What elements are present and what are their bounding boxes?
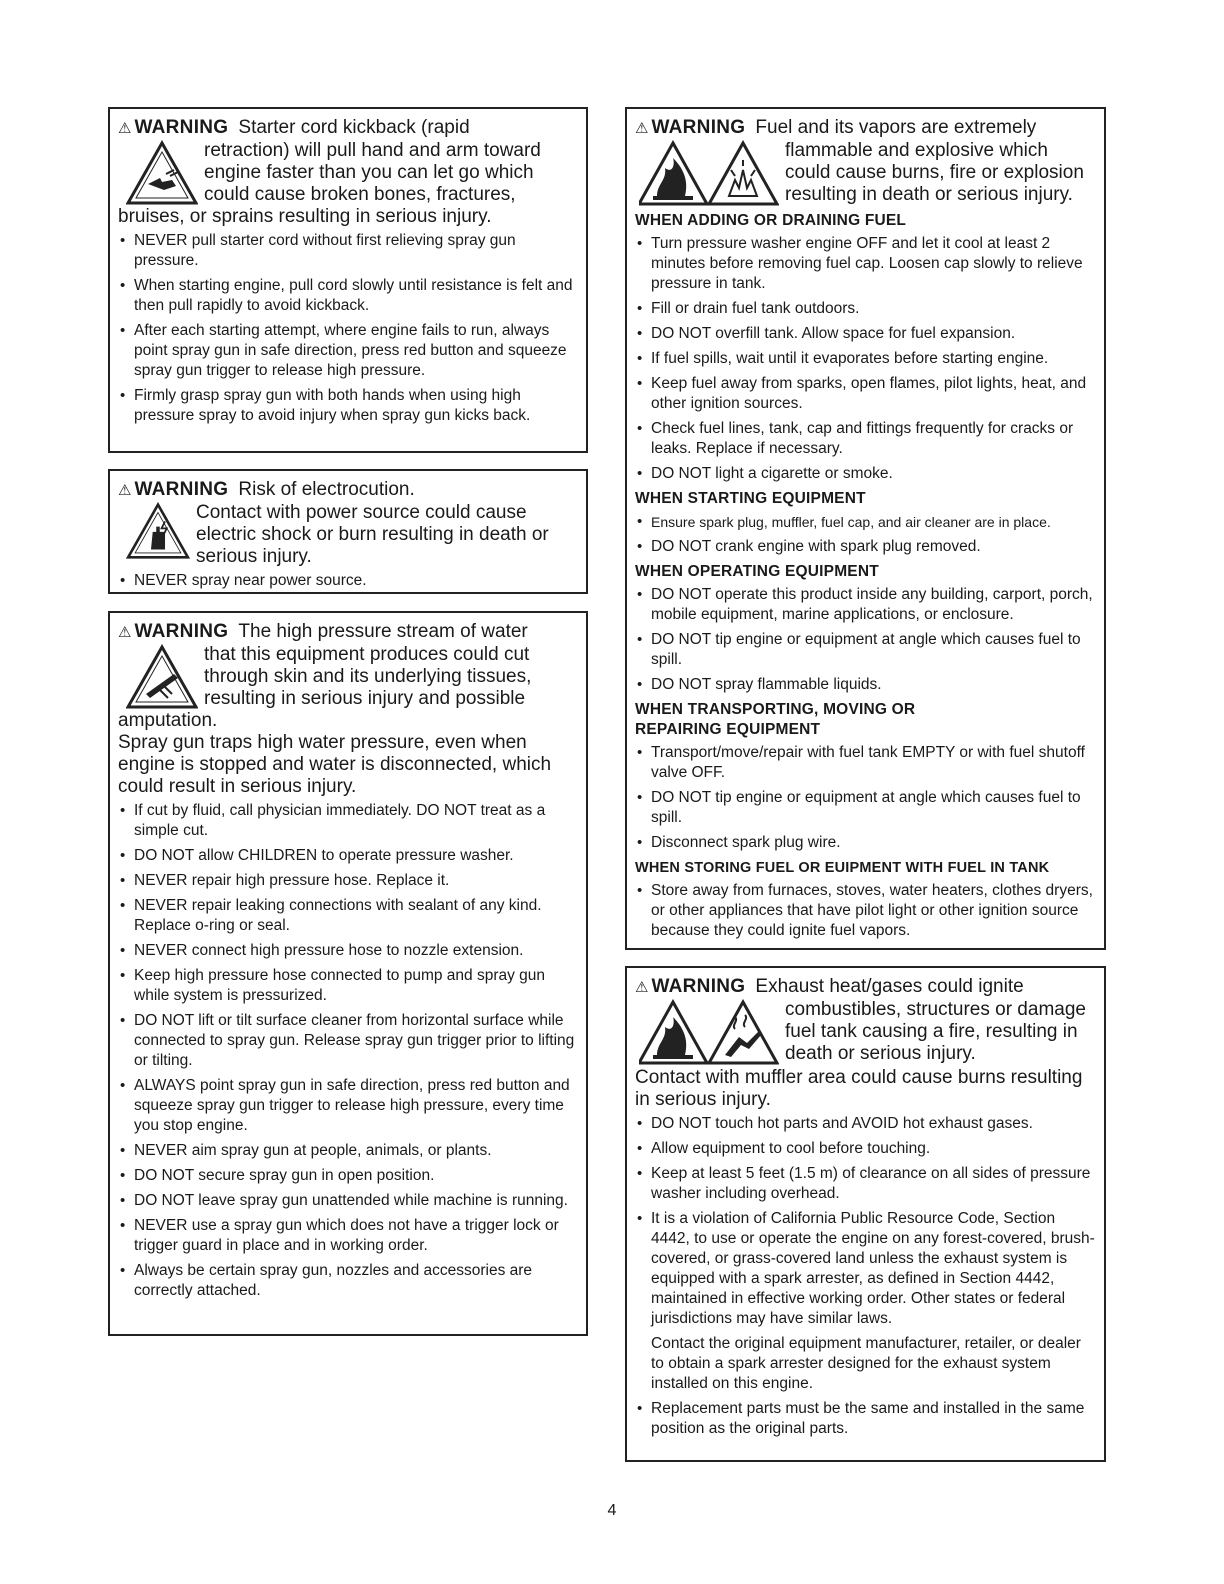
- section-title: WHEN STARTING EQUIPMENT: [635, 490, 866, 507]
- warning-heading: ⚠ WARNING Exhaust heat/gases could ignite: [635, 976, 1024, 997]
- list-item: • Transport/move/repair with fuel tank EMPTY or with fuel shutoff valve OFF.: [635, 743, 1096, 783]
- list-item: • DO NOT tip engine or equipment at angle which causes fuel to spill.: [635, 788, 1096, 828]
- warning-box-exhaust: [625, 966, 1106, 1462]
- list-item: • Ensure spark plug, muffler, fuel cap, and air cleaner are in place.: [635, 512, 1096, 532]
- list-item: • NEVER repair leaking connections with sealant of any kind. Replace o-ring or seal.: [118, 896, 578, 936]
- fuel-storing-list: [635, 881, 1096, 941]
- list-item: • Store away from furnaces, stoves, water heaters, clothes dryers, or other appliances that have pilot light or other ignition source because they could ignite fuel vapors.: [635, 881, 1096, 941]
- list-item: • DO NOT tip engine or equipment at angle which causes fuel to spill.: [635, 630, 1096, 670]
- list-item: • If cut by fluid, call physician immediately. DO NOT treat as a simple cut.: [118, 801, 578, 841]
- warning-symbol-icon: ⚠: [118, 624, 132, 641]
- list-item: • After each starting attempt, where engine fails to run, always point spray gun in safe direction, press red button and squeeze spray gun trigger to release high pressure.: [118, 321, 578, 381]
- list-item: • Fill or drain fuel tank outdoors.: [635, 299, 1096, 319]
- kickback-hand-icon: [126, 140, 198, 206]
- list-item: • DO NOT touch hot parts and AVOID hot exhaust gases.: [635, 1114, 1096, 1134]
- list-item: • NEVER spray near power source.: [118, 571, 578, 591]
- warning-heading: ⚠ WARNING Risk of electrocution.: [118, 479, 415, 500]
- list-item: • Keep at least 5 feet (1.5 m) of clearance on all sides of pressure washer including overhead.: [635, 1164, 1096, 1204]
- list-item: • Keep fuel away from sparks, open flames, pilot lights, heat, and other ignition sources.: [635, 374, 1096, 414]
- explosion-icon: [709, 143, 777, 204]
- warning-box-fuel: [625, 107, 1106, 950]
- warning-symbol-icon: ⚠: [118, 482, 132, 499]
- high-pressure-list: [118, 801, 578, 1301]
- warning-text-tail: bruises, or sprains resulting in serious injury.: [118, 206, 492, 227]
- fire-icon: [639, 143, 707, 204]
- warning-text: retraction) will pull hand and arm toward engine faster than you can let go which could cause broken bones, fractures,: [204, 140, 541, 205]
- list-item: • Replacement parts must be the same and installed in the same position as the original parts.: [635, 1399, 1096, 1439]
- fire-explosion-icons: [639, 140, 779, 208]
- list-item: • It is a violation of California Public Resource Code, Section 4442, to use or operate the engine on any forest-covered, brush-covered, or grass-covered land unless the exhaust system is equipped with a spark arrester, as defined in Section 4442, maintained in effective working order. Other states or federal jurisdictions may have similar laws.: [635, 1209, 1096, 1329]
- warning-extra-text: Contact with muffler area could cause burns resulting in serious injury.: [635, 1067, 1083, 1110]
- fuel-adding-list: [635, 234, 1096, 484]
- list-item: • NEVER use a spray gun which does not have a trigger lock or trigger guard in place and in working order.: [118, 1216, 578, 1256]
- warning-heading: ⚠ WARNING Fuel and its vapors are extremely: [635, 117, 1037, 138]
- fire-icon: [639, 1002, 707, 1063]
- kickback-list: [118, 231, 578, 426]
- warning-symbol-icon: ⚠: [118, 120, 132, 137]
- list-item: • DO NOT spray flammable liquids.: [635, 675, 1096, 695]
- list-item: • DO NOT operate this product inside any building, carport, porch, mobile equipment, marine applications, or enclosure.: [635, 585, 1096, 625]
- page-number: 4: [607, 1502, 617, 1519]
- list-item: • DO NOT light a cigarette or smoke.: [635, 464, 1096, 484]
- list-item: • DO NOT allow CHILDREN to operate pressure washer.: [118, 846, 578, 866]
- list-item: • If fuel spills, wait until it evaporates before starting engine.: [635, 349, 1096, 369]
- warning-symbol-icon: ⚠: [635, 120, 649, 137]
- electric-shock-icon: [126, 502, 190, 560]
- list-item: • DO NOT overfill tank. Allow space for fuel expansion.: [635, 324, 1096, 344]
- warning-symbol-icon: ⚠: [635, 979, 649, 996]
- list-item: • Check fuel lines, tank, cap and fittings frequently for cracks or leaks. Replace if necessary.: [635, 419, 1096, 459]
- list-item: • Firmly grasp spray gun with both hands when using high pressure spray to avoid injury when spray gun kicks back.: [118, 386, 578, 426]
- list-item: • Allow equipment to cool before touching.: [635, 1139, 1096, 1159]
- hot-surface-icon: [709, 1002, 777, 1063]
- warning-text: flammable and explosive which could cause burns, fire or explosion resulting in death or serious injury.: [785, 140, 1084, 205]
- list-item: • DO NOT secure spray gun in open position.: [118, 1166, 578, 1186]
- list-item: • ALWAYS point spray gun in safe direction, press red button and squeeze spray gun trigger to release high pressure, every time you stop engine.: [118, 1076, 578, 1136]
- list-item: • Disconnect spark plug wire.: [635, 833, 1096, 853]
- warning-box-kickback: [108, 107, 588, 453]
- section-title: WHEN OPERATING EQUIPMENT: [635, 563, 879, 580]
- list-item: • DO NOT crank engine with spark plug removed.: [635, 537, 1096, 557]
- fuel-transporting-list: [635, 743, 1096, 853]
- warning-text: Contact with power source could cause electric shock or burn resulting in death or serious injury.: [196, 502, 549, 567]
- list-item: • Keep high pressure hose connected to pump and spray gun while system is pressurized.: [118, 966, 578, 1006]
- warning-text: combustibles, structures or damage fuel tank causing a fire, resulting in death or serious injury.: [785, 999, 1086, 1064]
- list-item: • NEVER repair high pressure hose. Replace it.: [118, 871, 578, 891]
- warning-heading: ⚠ WARNING Starter cord kickback (rapid: [118, 117, 470, 138]
- warning-box-high-pressure: [108, 611, 588, 1336]
- list-item: • NEVER pull starter cord without first relieving spray gun pressure.: [118, 231, 578, 271]
- warning-box-electrocution: [108, 469, 588, 594]
- warning-extra-text: Spray gun traps high water pressure, even when engine is stopped and water is disconnected, which could result in serious injury.: [118, 732, 552, 797]
- list-item: • NEVER connect high pressure hose to nozzle extension.: [118, 941, 578, 961]
- fuel-operating-list: [635, 585, 1096, 695]
- skin-cut-icon: [126, 644, 198, 710]
- warning-text-tail: amputation.: [118, 710, 218, 731]
- fuel-starting-list: [635, 512, 1096, 557]
- list-item: Contact the original equipment manufacturer, retailer, or dealer to obtain a spark arrester designed for the exhaust system installed on this engine.: [651, 1335, 1081, 1392]
- list-item: • Always be certain spray gun, nozzles and accessories are correctly attached.: [118, 1261, 578, 1301]
- warning-heading: ⚠ WARNING The high pressure stream of water: [118, 621, 528, 642]
- list-item: • DO NOT lift or tilt surface cleaner from horizontal surface while connected to spray gun. Release spray gun trigger prior to lifting or tilting.: [118, 1011, 578, 1071]
- list-item: • DO NOT leave spray gun unattended while machine is running.: [118, 1191, 578, 1211]
- list-item: • When starting engine, pull cord slowly until resistance is felt and then pull rapidly to avoid kickback.: [118, 276, 578, 316]
- fire-hot-surface-icons: [639, 999, 779, 1067]
- exhaust-list: [635, 1114, 1096, 1439]
- electrocution-list: [118, 571, 578, 591]
- list-item: • NEVER aim spray gun at people, animals, or plants.: [118, 1141, 578, 1161]
- section-title: WHEN STORING FUEL OR EUIPMENT WITH FUEL IN TANK: [635, 860, 1050, 876]
- section-title: WHEN TRANSPORTING, MOVING OR REPAIRING EQUIPMENT: [635, 701, 916, 738]
- section-title: WHEN ADDING OR DRAINING FUEL: [635, 212, 907, 229]
- warning-text: that this equipment produces could cut through skin and its underlying tissues, resulting in serious injury and possible: [204, 644, 532, 709]
- list-item: • Turn pressure washer engine OFF and let it cool at least 2 minutes before removing fuel cap. Loosen cap slowly to relieve pressure in tank.: [635, 234, 1096, 294]
